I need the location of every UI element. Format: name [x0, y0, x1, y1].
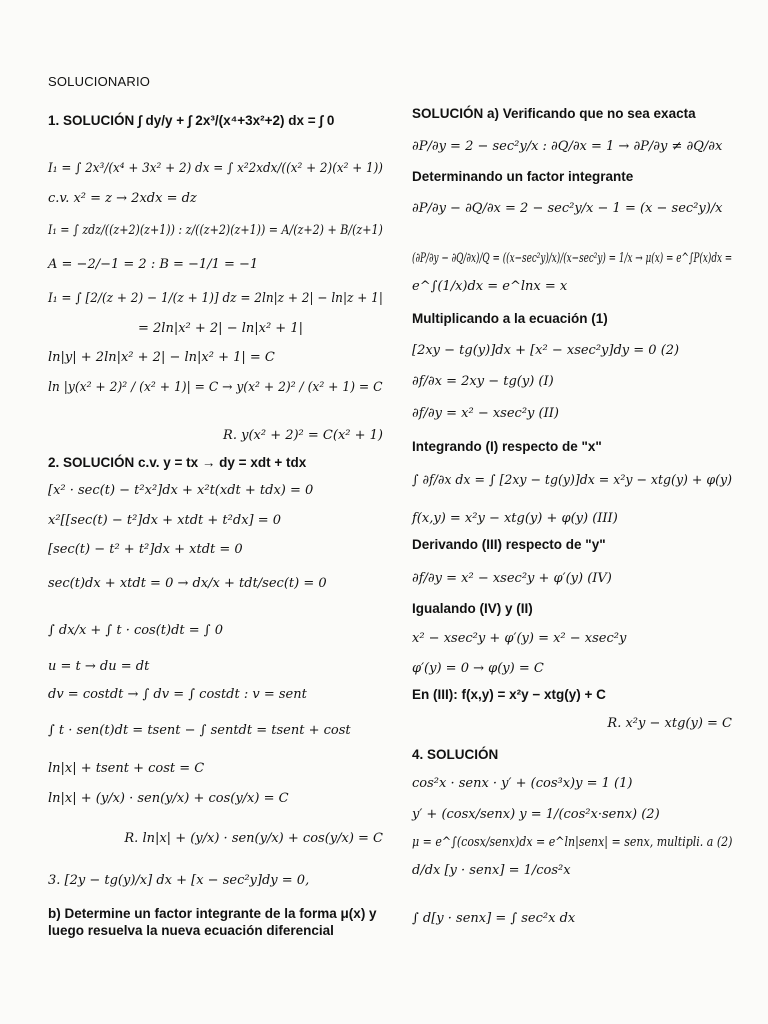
- right-line-22: cos²x · senx · y′ + (cos³x)y = 1 (1): [412, 776, 633, 791]
- right-line-13: f(x,y) = x²y − xtg(y) + φ(y) (III): [412, 511, 618, 526]
- right-line-18: φ′(y) = 0 → φ(y) = C: [412, 661, 544, 676]
- left-line-3: c.v. x² = z → 2xdx = dz: [48, 191, 197, 206]
- left-line-11: 2. SOLUCIÓN c.v. y = tx → dy = xdt + tdx: [48, 455, 307, 470]
- right-line-24: μ = e^∫(cosx/senx)dx = e^ln|senx| = senx, multipli. a (2): [412, 835, 733, 850]
- right-line-26: ∫ d[y · senx] = ∫ sec²x dx: [412, 911, 576, 926]
- left-line-13: x²[[sec(t) − t²]dx + xtdt + t²dx] = 0: [48, 513, 282, 528]
- left-line-23: 3. [2y − tg(y)/x] dx + [x − sec²y]dy = 0,: [48, 873, 310, 888]
- right-line-10: ∂f/∂y = x² − xsec²y (II): [412, 406, 559, 421]
- left-line-18: dv = costdt → ∫ dv = ∫ costdt : v = sent: [48, 687, 307, 702]
- right-line-12: ∫ ∂f/∂x dx = ∫ [2xy − tg(y)]dx = x²y − xtg(y) + φ(y): [412, 473, 733, 488]
- left-line-5: A = −2/−1 = 2 : B = −1/1 = −1: [48, 257, 259, 272]
- left-line-19: ∫ t · sen(t)dt = tsent − ∫ sentdt = tsent + cost: [48, 723, 351, 738]
- left-line-7: = 2ln|x² + 2| − ln|x² + 1|: [138, 321, 303, 336]
- left-line-22: R. ln|x| + (y/x) · sen(y/x) + cos(y/x) = C: [124, 831, 383, 846]
- left-line-1: 1. SOLUCIÓN ∫ dy/y + ∫ 2x³/(x⁴+3x²+2) dx = ∫ 0: [48, 113, 335, 128]
- right-line-25: d/dx [y · senx] = 1/cos²x: [412, 863, 571, 878]
- right-line-15: ∂f/∂y = x² − xsec²y + φ′(y) (IV): [412, 571, 612, 586]
- left-line-14: [sec(t) − t² + t²]dx + xtdt = 0: [48, 542, 243, 557]
- left-line-20: ln|x| + tsent + cost = C: [48, 761, 205, 776]
- right-line-20: R. x²y − xtg(y) = C: [607, 716, 732, 731]
- right-line-8: [2xy − tg(y)]dx + [x² − xsec²y]dy = 0 (2): [412, 343, 680, 358]
- right-line-14: Derivando (III) respecto de "y": [412, 537, 606, 552]
- right-line-2: ∂P/∂y = 2 − sec²y/x : ∂Q/∂x = 1 → ∂P/∂y ≠ ∂Q/∂x: [412, 139, 723, 154]
- right-line-5: (∂P/∂y − ∂Q/∂x)/Q = ((x−sec²y)/x)/(x−sec²y) = 1/x → μ(x) = e^∫P(x)dx =: [412, 251, 733, 266]
- left-line-6: I₁ = ∫ [2/(z + 2) − 1/(z + 1)] dz = 2ln|z + 2| − ln|z + 1|: [48, 291, 383, 306]
- right-line-9: ∂f/∂x = 2xy − tg(y) (I): [412, 374, 554, 389]
- right-line-16: Igualando (IV) y (II): [412, 601, 533, 616]
- left-line-8: ln|y| + 2ln|x² + 2| − ln|x² + 1| = C: [48, 350, 275, 365]
- left-line-10: R. y(x² + 2)² = C(x² + 1): [223, 428, 383, 443]
- right-line-19: En (III): f(x,y) = x²y − xtg(y) + C: [412, 687, 606, 702]
- right-line-1: SOLUCIÓN a) Verificando que no sea exacta: [412, 106, 696, 121]
- left-line-9: ln |y(x² + 2)² / (x² + 1)| = C → y(x² + 2)² / (x² + 1) = C: [48, 380, 383, 395]
- left-line-16: ∫ dx/x + ∫ t · cos(t)dt = ∫ 0: [48, 623, 223, 638]
- right-line-21: 4. SOLUCIÓN: [412, 747, 499, 762]
- right-line-4: ∂P/∂y − ∂Q/∂x = 2 − sec²y/x − 1 = (x − sec²y)/x: [412, 201, 723, 216]
- right-line-17: x² − xsec²y + φ′(y) = x² − xsec²y: [412, 631, 627, 646]
- right-line-3: Determinando un factor integrante: [412, 169, 634, 184]
- left-line-17: u = t → du = dt: [48, 659, 150, 674]
- right-line-11: Integrando (I) respecto de "x": [412, 439, 602, 454]
- page-title: SOLUCIONARIO: [48, 74, 151, 89]
- left-line-12: [x² · sec(t) − t²x²]dx + x²t(xdt + tdx) = 0: [48, 483, 314, 498]
- left-line-15: sec(t)dx + xtdt = 0 → dx/x + tdt/sec(t) = 0: [48, 576, 327, 591]
- left-line-25: luego resuelva la nueva ecuación diferencial: [48, 923, 334, 938]
- right-line-6: e^∫(1/x)dx = e^lnx = x: [412, 279, 568, 294]
- right-line-7: Multiplicando a la ecuación (1): [412, 311, 608, 326]
- left-line-24: b) Determine un factor integrante de la forma μ(x) y: [48, 906, 377, 921]
- left-line-4: I₁ = ∫ zdz/((z+2)(z+1)) : z/((z+2)(z+1)) = A/(z+2) + B/(z+1): [48, 223, 383, 238]
- right-line-23: y′ + (cosx/senx) y = 1/(cos²x·senx) (2): [412, 807, 660, 822]
- left-line-2: I₁ = ∫ 2x³/(x⁴ + 3x² + 2) dx = ∫ x²2xdx/((x² + 2)(x² + 1)): [48, 161, 383, 176]
- left-line-21: ln|x| + (y/x) · sen(y/x) + cos(y/x) = C: [48, 791, 289, 806]
